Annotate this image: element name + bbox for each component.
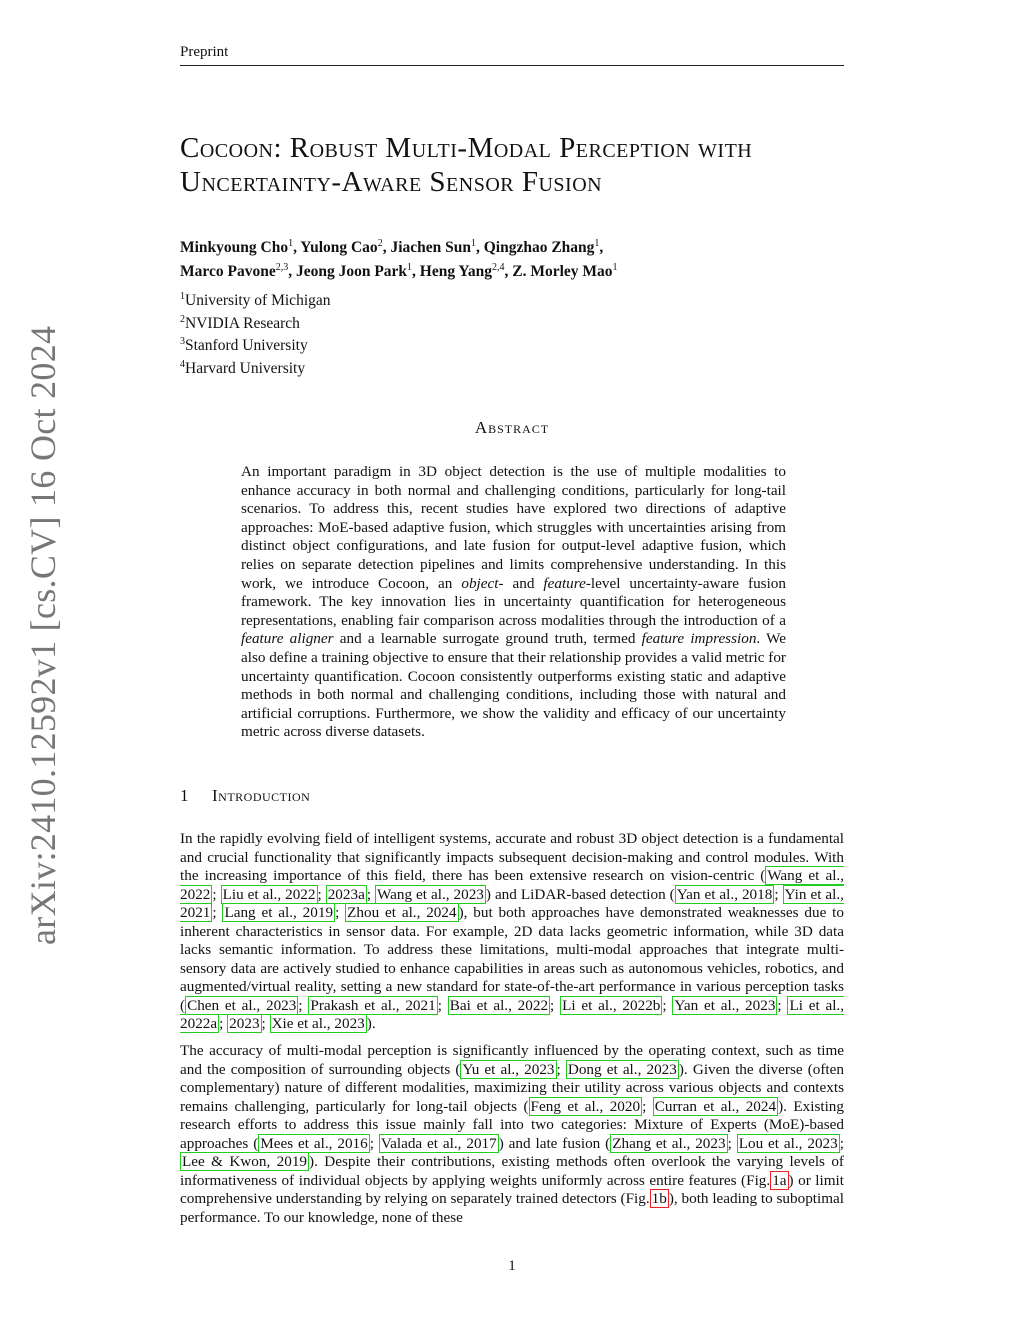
author-name: Z. Morley Mao	[512, 263, 613, 281]
author-name: Yulong Cao	[300, 239, 378, 257]
citation-link[interactable]: Xie et al., 2023	[271, 1015, 365, 1033]
paper-title	[180, 131, 860, 199]
figure-ref-link[interactable]: 1a	[772, 1171, 787, 1189]
arxiv-identifier-stamp[interactable]: arXiv:2410.12592v1 [cs.CV] 16 Oct 2024	[23, 325, 63, 945]
citation-link[interactable]: Yin et al., 2021	[180, 885, 844, 922]
abstract-body: An important paradigm in 3D object detection is the use of multiple modalities to enhance accuracy in both normal and challenging conditions, particularly for long-tail scenarios. To address this, recent studies have explored two directions of adaptive approaches: MoE-based adaptive fusion, which struggles with uncertainties arising from distinct object configurations, and late fusion for output-level adaptive fusion, which relies on separate detection pipelines and limits comprehensive understanding. In this work, we introduce Cocoon, an object- and feature-level uncertainty-aware fusion framework. The key innovation lies in uncertainty quantification for heterogeneous representations, enabling fair comparison across modalities through the introduction of a feature aligner and a learnable surrogate ground truth, termed feature impression. We also define a training objective to ensure that their relationship provides a valid metric for uncertainty quantification. Cocoon consistently outperforms existing static and adaptive methods in both normal and challenging conditions, including those with natural and artificial corruptions. Furthermore, we show the validity and efficacy of our uncertainty metric across diverse datasets.	[241, 463, 787, 741]
running-header: Preprint	[180, 44, 844, 66]
section-heading	[180, 786, 310, 806]
author-affil-sup: 1	[594, 238, 600, 249]
author-list: Minkyoung Cho$^1$, Yulong Cao$^2$, Jiachen Sun$^1$, Qingzhao Zhang$^1$, Marco Pavone$^{2,3}$, Jeong Joon Park$^1$, Heng Yang$^{2,4}$, Z. Morley Mao$^1$	[180, 238, 618, 281]
citation-link[interactable]: Li et al., 2022a	[180, 996, 845, 1033]
affiliation	[180, 311, 580, 334]
section-title: Introduction	[212, 786, 311, 805]
abstract-heading: Abstract	[474, 418, 550, 437]
citation-link[interactable]: Lee & Kwon, 2019	[182, 1153, 308, 1171]
author-name: Heng Yang	[419, 263, 492, 281]
author-name: Marco Pavone	[180, 263, 276, 281]
citation-link[interactable]: Mees et al., 2016	[260, 1134, 368, 1152]
author-affil-sup: 1	[288, 238, 294, 249]
citation-link[interactable]: Lou et al., 2023	[738, 1134, 838, 1152]
citation-link[interactable]: Chen et al., 2023	[187, 996, 297, 1014]
author-affil-sup: 1	[407, 262, 413, 274]
citation-link[interactable]: Zhang et al., 2023	[612, 1134, 726, 1152]
title-line-2: Uncertainty-Aware Sensor Fusion	[180, 166, 603, 198]
citation-link[interactable]: Yan et al., 2018	[676, 885, 773, 903]
affiliation	[180, 288, 580, 311]
affil-name: University of Michigan	[185, 292, 331, 310]
affil-sup: 1	[180, 291, 185, 302]
citation-link[interactable]: Prakash et al., 2021	[310, 996, 436, 1014]
citation-link[interactable]: Liu et al., 2022	[222, 885, 316, 903]
author-name: Qingzhao Zhang	[483, 239, 595, 257]
citation-link[interactable]: Wang et al., 2022	[180, 867, 845, 903]
intro-paragraph-2: The accuracy of multi-modal perception is significantly influenced by the operating context, such as time and the composition of surrounding objects ( Yu et al., 2023 ; Dong et al., 2023 ). Given the diverse (often complementary) nature of different modalities, maximizing their utility across various objects and contexts remains challenging, particularly for long-tail objects ( Feng et al., 2020 ; Curran et al., 2024 ). Existing research efforts to address this issue mainly fall into two categories: Mixture of Experts (MoE)-based approaches ( Mees et al., 2016 ; Valada et al., 2017 ) and late fusion ( Zhang et al., 2023 ; Lou et al., 2023 ; Lee & Kwon, 2019 ). Despite their contributions, existing methods often overlook the varying levels of informativeness of individual objects by applying weights uniformly across entire features (Fig. 1a ) or limit comprehensive understanding by relying on separately trained detectors (Fig. 1b ), both leading to suboptimal performance. To our knowledge, none of these	[180, 1042, 845, 1226]
section-number: 1	[180, 786, 189, 805]
affil-name: Stanford University	[185, 337, 308, 355]
affil-sup: 2	[180, 313, 185, 325]
citation-link[interactable]: Lang et al., 2019	[224, 904, 334, 922]
author-affil-sup: 2	[377, 238, 383, 249]
intro-paragraph-1: In the rapidly evolving field of intelligent systems, accurate and robust 3D object detection is a fundamental and crucial functionality that significantly impacts subsequent decision-making and control modules. With the increasing importance of this field, there has been extensive research on vision-centric ( Wang et al., 2022 ; Liu et al., 2022 ; 2023a ; Wang et al., 2023 ) and LiDAR-based detection ( Yan et al., 2018 ; Yin et al., 2021 ; Lang et al., 2019 ; Zhou et al., 2024 ), but both approaches have demonstrated weaknesses due to inherent characteristics in sensor data. For example, 2D data lacks geometric information, while 3D data lacks semantic information. To address these limitations, multi-modal approaches that integrate multi-sensory data are actively studied to enhance capabilities in areas such as autonomous vehicles, robotics, and augmented/virtual reality, setting a new standard for state-of-the-art performance in various perception tasks ( Chen et al., 2023 ; Prakash et al., 2021 ; Bai et al., 2022 ; Li et al., 2022b ; Yan et al., 2023 ; Li et al., 2022a ; 2023 ; Xie et al., 2023 ).	[180, 830, 845, 1033]
citation-link[interactable]: Li et al., 2022b	[562, 996, 661, 1014]
author-name: Jiachen Sun	[390, 239, 471, 257]
citation-link[interactable]: Zhou et al., 2024	[347, 904, 457, 922]
page-number: 1	[508, 1258, 516, 1274]
figure-ref-link[interactable]: 1b	[651, 1190, 667, 1208]
author-affil-sup: 1	[470, 238, 476, 249]
affil-name: NVIDIA Research	[185, 314, 300, 332]
author-name: Jeong Joon Park	[295, 263, 408, 281]
author-affil-sup: 2,4	[492, 262, 505, 274]
affiliation-list	[180, 288, 580, 379]
citation-link[interactable]: Yu et al., 2023	[462, 1060, 555, 1078]
affiliation	[180, 356, 580, 379]
citation-link[interactable]: Wang et al., 2023	[377, 885, 484, 903]
affil-sup: 4	[180, 358, 185, 370]
citation-link[interactable]: Feng et al., 2020	[530, 1097, 641, 1115]
affiliation	[180, 333, 580, 356]
citation-link[interactable]: Bai et al., 2022	[449, 996, 549, 1014]
affil-sup: 3	[180, 336, 185, 348]
citation-link[interactable]: 2023	[229, 1015, 260, 1033]
citation-link[interactable]: Yan et al., 2023	[674, 996, 776, 1014]
citation-link[interactable]: 2023a	[327, 885, 365, 903]
affil-name: Harvard University	[185, 360, 306, 378]
citation-link[interactable]: Dong et al., 2023	[567, 1060, 677, 1078]
author-affil-sup: 1	[612, 262, 618, 274]
title-line-1: Cocoon: Robust Multi-Modal Perception with	[180, 132, 753, 164]
author-name: Minkyoung Cho	[180, 239, 289, 257]
citation-link[interactable]: Valada et al., 2017	[380, 1134, 497, 1152]
citation-link[interactable]: Curran et al., 2024	[654, 1097, 777, 1115]
author-affil-sup: 2,3	[275, 262, 289, 274]
